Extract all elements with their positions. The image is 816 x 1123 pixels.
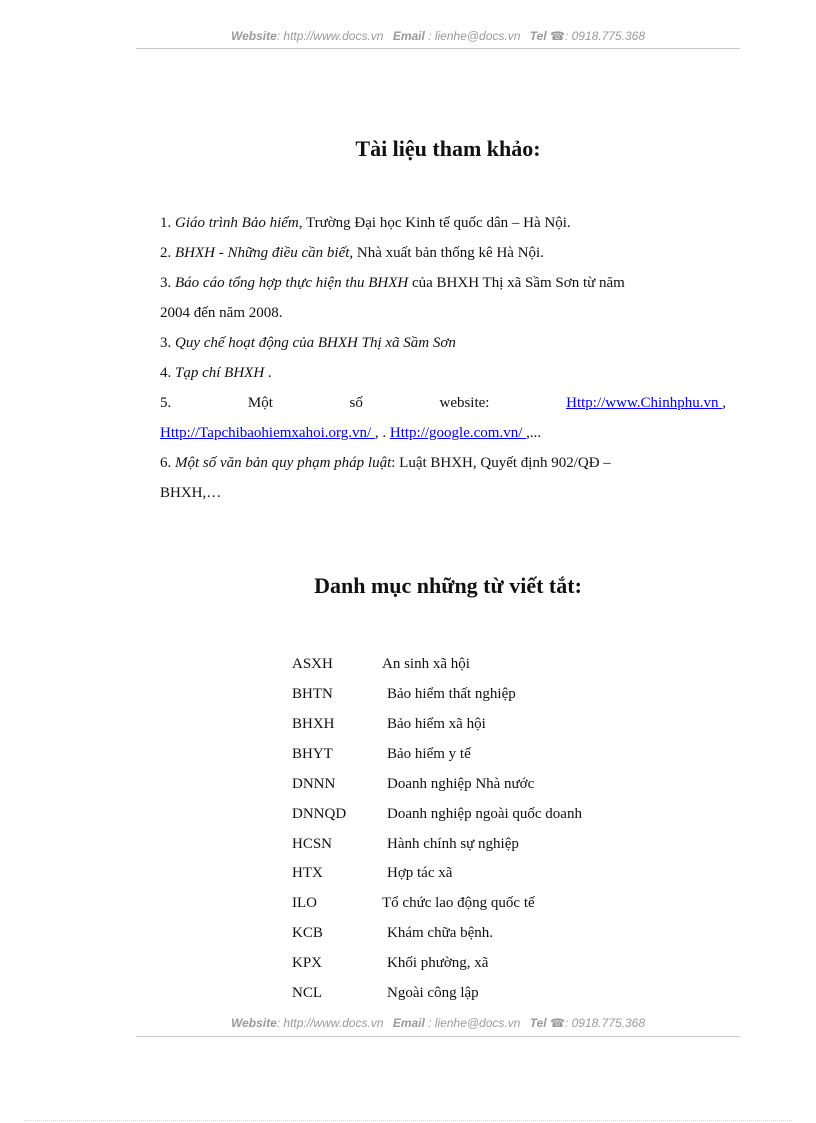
references-title: Tài liệu tham khảo: bbox=[355, 136, 541, 161]
abbreviation-row bbox=[292, 834, 652, 854]
abbreviation-meaning: Ngoài công lập bbox=[387, 985, 479, 1001]
reference-item-5 bbox=[160, 363, 726, 383]
ref-ellipsis: ,... bbox=[526, 425, 542, 441]
ref-sep: , . bbox=[374, 425, 390, 441]
ref-word: website: bbox=[439, 395, 490, 411]
reference-item-2 bbox=[160, 243, 726, 263]
abbreviation-code: KPX bbox=[292, 955, 323, 971]
abbreviation-code: HTX bbox=[292, 865, 323, 881]
page-edge-divider bbox=[24, 1120, 792, 1121]
abbreviation-code: BHYT bbox=[292, 746, 333, 762]
abbreviation-code: DNNQD bbox=[292, 806, 347, 822]
ref-link-group bbox=[566, 393, 726, 413]
abbreviation-code: BHXH bbox=[292, 716, 335, 732]
ref-title: Một số văn bản quy phạm pháp luật bbox=[175, 455, 392, 471]
abbreviation-meaning: Hợp tác xã bbox=[387, 865, 453, 881]
footer-website-label: Website bbox=[230, 1016, 277, 1030]
abbreviation-row bbox=[292, 744, 652, 764]
abbreviation-row bbox=[292, 923, 652, 943]
ref-number: 2. bbox=[160, 245, 175, 261]
abbreviation-code: ILO bbox=[292, 895, 317, 911]
ref-rest: . bbox=[264, 365, 272, 381]
ref-word: 5. bbox=[160, 395, 172, 411]
abbreviation-code: NCL bbox=[292, 985, 322, 1001]
header-email-label: Email bbox=[392, 29, 425, 43]
header-website-label: Website bbox=[230, 29, 277, 43]
abbreviation-meaning: Doanh nghiệp Nhà nước bbox=[387, 776, 535, 792]
reference-item-7 bbox=[160, 453, 726, 473]
abbreviation-row bbox=[292, 774, 652, 794]
link-google[interactable]: Http://google.com.vn/ bbox=[389, 425, 527, 441]
ref-rest: , Trường Đại học Kinh tế quốc dân – Hà Nội. bbox=[298, 215, 571, 231]
abbreviation-row bbox=[292, 983, 652, 1003]
ref-title: Quy chế hoạt động của BHXH Thị xã Sầm Sơn bbox=[175, 335, 456, 351]
reference-item-6 bbox=[160, 393, 726, 413]
footer-tel-value: : 0918.775.368 bbox=[564, 1016, 646, 1030]
abbreviation-row bbox=[292, 893, 652, 913]
reference-item-6-continuation bbox=[160, 423, 726, 443]
header-divider bbox=[136, 48, 740, 49]
header-tel-value: : 0918.775.368 bbox=[564, 29, 646, 43]
abbreviation-meaning: Bảo hiểm y tế bbox=[387, 746, 471, 762]
reference-item-1 bbox=[160, 213, 726, 233]
reference-item-3-continuation: 2004 đến năm 2008. bbox=[160, 305, 283, 321]
page-header bbox=[136, 29, 740, 43]
abbreviation-code: DNNN bbox=[292, 776, 336, 792]
footer-email-label: Email bbox=[392, 1016, 425, 1030]
abbreviation-meaning: Doanh nghiệp ngoài quốc doanh bbox=[387, 806, 582, 822]
ref-word: số bbox=[349, 395, 363, 411]
ref-rest: : Luật BHXH, Quyết định 902/QĐ – bbox=[391, 455, 611, 471]
abbreviation-meaning: Khối phường, xã bbox=[387, 955, 489, 971]
abbreviation-meaning: Bảo hiểm thất nghiệp bbox=[387, 686, 516, 702]
ref-rest: , Nhà xuất bản thống kê Hà Nội. bbox=[349, 245, 544, 261]
ref-number: 3. bbox=[160, 275, 175, 291]
abbreviations-title: Danh mục những từ viết tắt: bbox=[314, 573, 582, 598]
reference-item-3 bbox=[160, 273, 726, 293]
abbreviation-row bbox=[292, 953, 652, 973]
ref-rest: của BHXH Thị xã Sầm Sơn từ năm bbox=[408, 275, 625, 291]
ref-title: Giáo trình Bảo hiểm bbox=[175, 215, 299, 231]
abbreviation-row bbox=[292, 714, 652, 734]
abbreviation-meaning: Khám chữa bệnh. bbox=[387, 925, 494, 941]
abbreviation-meaning: Bảo hiểm xã hội bbox=[387, 716, 486, 732]
footer-website-value: : http://www.docs.vn bbox=[276, 1016, 384, 1030]
footer-email-value: : lienhe@docs.vn bbox=[428, 1016, 521, 1030]
abbreviation-code: ASXH bbox=[292, 656, 333, 672]
phone-icon: ☎ bbox=[550, 29, 565, 43]
link-chinhphu[interactable]: Http://www.Chinhphu.vn bbox=[566, 395, 723, 411]
ref-word: Một bbox=[247, 395, 273, 411]
header-tel-label: Tel bbox=[529, 29, 547, 43]
abbreviation-meaning: An sinh xã hội bbox=[382, 656, 470, 672]
ref-title: Tạp chí BHXH bbox=[175, 365, 265, 381]
footer-tel-label: Tel bbox=[529, 1016, 547, 1030]
ref-number: 1. bbox=[160, 215, 175, 231]
ref-number: 3. bbox=[160, 335, 175, 351]
phone-icon: ☎ bbox=[550, 1016, 565, 1030]
ref-title: Báo cáo tổng hợp thực hiện thu BHXH bbox=[175, 275, 409, 291]
reference-item-4 bbox=[160, 333, 726, 353]
ref-number: 4. bbox=[160, 365, 175, 381]
abbreviation-row bbox=[292, 863, 652, 883]
header-website-value: : http://www.docs.vn bbox=[276, 29, 384, 43]
abbreviation-code: KCB bbox=[292, 925, 323, 941]
abbreviation-code: HCSN bbox=[292, 836, 333, 852]
abbreviation-code: BHTN bbox=[292, 686, 333, 702]
abbreviation-meaning: Tổ chức lao động quốc tế bbox=[382, 895, 535, 911]
abbreviation-row bbox=[292, 654, 652, 674]
link-tapchibaohiemxahoi[interactable]: Http://Tapchibaohiemxahoi.org.vn/ bbox=[160, 425, 375, 441]
abbreviation-meaning: Hành chính sự nghiệp bbox=[387, 836, 519, 852]
ref-comma: , bbox=[722, 395, 726, 411]
page-footer bbox=[136, 1016, 740, 1030]
reference-item-7-continuation: BHXH,… bbox=[160, 485, 222, 501]
ref-number: 6. bbox=[160, 455, 175, 471]
footer-divider bbox=[136, 1036, 740, 1037]
ref-title: BHXH - Những điều cần biết bbox=[175, 245, 350, 261]
abbreviation-row bbox=[292, 684, 652, 704]
header-email-value: : lienhe@docs.vn bbox=[428, 29, 521, 43]
abbreviation-row bbox=[292, 804, 652, 824]
